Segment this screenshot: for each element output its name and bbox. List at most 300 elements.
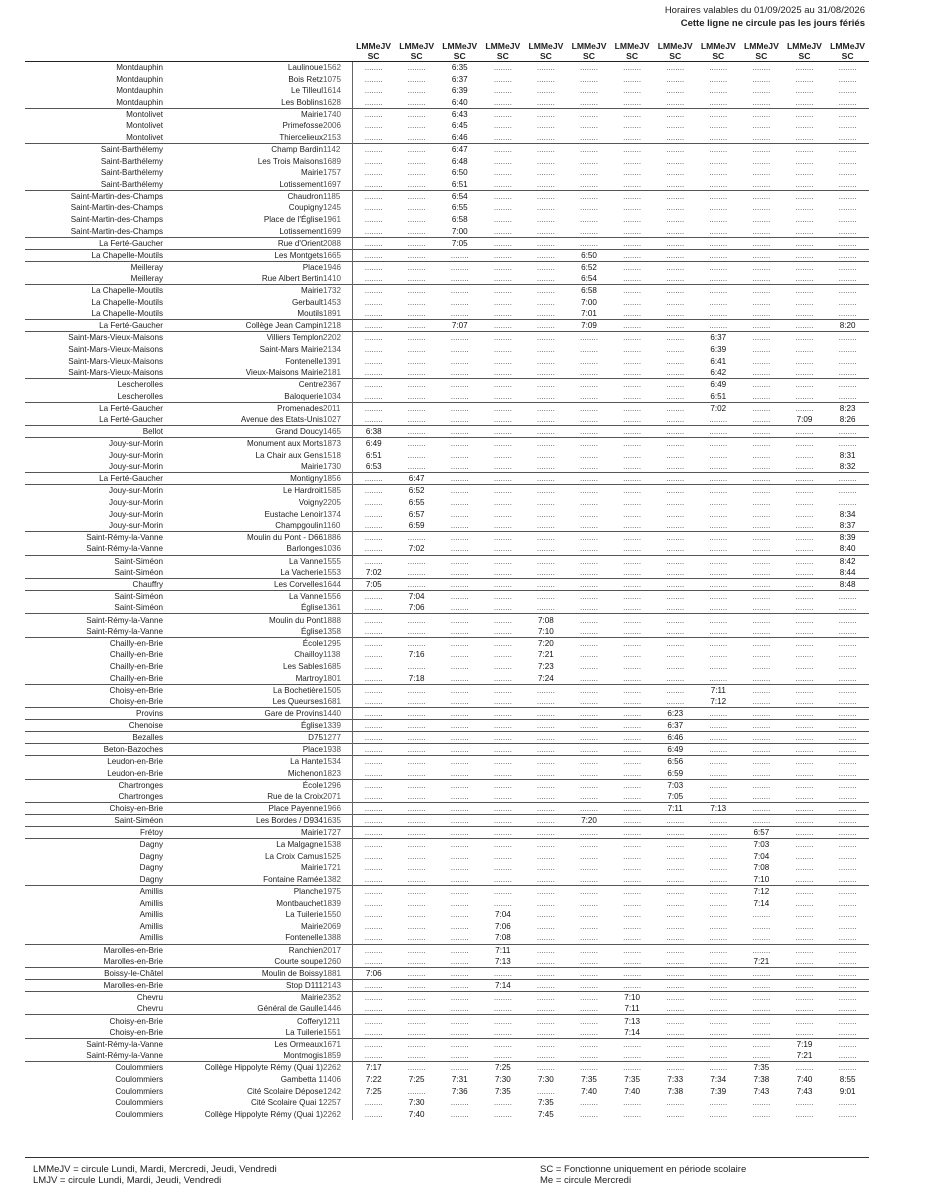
departure-time: 7:11 [697, 684, 740, 696]
no-service-cell: ........ [795, 274, 814, 284]
no-service-cell: ........ [580, 662, 599, 672]
no-service-cell: ........ [580, 391, 599, 401]
no-service-cell: ........ [709, 544, 728, 554]
no-service-cell: ........ [740, 720, 783, 732]
stop-name: Les Ormeaux [163, 1038, 323, 1050]
stop-code: 1382 [323, 874, 352, 886]
no-service-cell: ........ [493, 97, 512, 107]
commune-name: La Ferté-Gaucher [25, 237, 163, 249]
no-service-cell: ........ [654, 438, 697, 450]
no-service-cell: ........ [838, 215, 857, 225]
no-service-cell: ........ [709, 910, 728, 920]
no-service-cell: ........ [611, 485, 654, 497]
no-service-cell: ........ [481, 320, 524, 332]
no-service-cell: ........ [795, 1004, 814, 1014]
stop-row [25, 649, 869, 661]
stop-row [25, 144, 869, 156]
no-service-cell: ........ [611, 732, 654, 744]
commune-name: Chailly-en-Brie [109, 650, 163, 660]
no-service-cell: ........ [352, 815, 395, 827]
commune-name: Bellot [25, 426, 163, 438]
no-service-cell: ........ [450, 1004, 469, 1014]
stop-code: 1727 [323, 827, 352, 839]
no-service-cell: ........ [611, 885, 654, 897]
no-service-cell: ........ [623, 933, 642, 943]
no-service-cell: ........ [580, 63, 599, 73]
no-service-cell: ........ [567, 732, 610, 744]
stop-name: Lotissement [279, 226, 323, 236]
no-service-cell: ........ [536, 86, 555, 96]
stop-row [25, 744, 869, 756]
no-service-cell: ........ [783, 438, 826, 450]
no-service-cell: ........ [438, 744, 481, 756]
departure-time: 8:48 [826, 579, 869, 591]
departure-time: 7:07 [438, 320, 481, 332]
stop-code: 2181 [323, 367, 352, 379]
stop-row [25, 355, 869, 367]
no-service-cell: ........ [697, 108, 740, 120]
stop-name: Chaudron [163, 190, 323, 202]
no-service-cell: ........ [611, 839, 654, 851]
no-service-cell: ........ [580, 898, 599, 908]
no-service-cell: ........ [697, 320, 740, 332]
no-service-cell: ........ [623, 898, 642, 908]
no-service-cell: ........ [524, 944, 567, 956]
stop-code: 1525 [323, 850, 352, 862]
no-service-cell: ........ [838, 86, 857, 96]
no-service-cell: ........ [580, 509, 599, 519]
departure-time: 6:54 [581, 274, 597, 284]
stop-name: Moutils [297, 309, 323, 319]
no-service-cell: ........ [580, 121, 599, 131]
no-service-cell: ........ [364, 121, 383, 131]
departure-time: 6:51 [365, 450, 382, 460]
no-service-cell: ........ [709, 851, 728, 861]
no-service-cell: ........ [838, 344, 857, 354]
no-service-cell: ........ [709, 415, 728, 425]
no-service-cell: ........ [654, 815, 697, 827]
no-service-cell: ........ [524, 815, 567, 827]
no-service-cell: ........ [666, 956, 685, 966]
no-service-cell: ........ [407, 97, 426, 107]
no-service-cell: ........ [438, 379, 481, 391]
no-service-cell: ........ [536, 1027, 555, 1037]
no-service-cell: ........ [654, 827, 697, 839]
no-service-cell: ........ [536, 603, 555, 613]
no-service-cell: ........ [352, 485, 395, 497]
no-service-cell: ........ [709, 97, 728, 107]
no-service-cell: ........ [395, 744, 438, 756]
stop-row [25, 237, 869, 249]
stop-row [25, 543, 869, 555]
stop-row [25, 791, 869, 803]
no-service-cell: ........ [709, 1098, 728, 1108]
stop-name: Le Hardroit [163, 485, 323, 497]
no-service-cell: ........ [493, 344, 512, 354]
no-service-cell: ........ [666, 203, 685, 213]
departure-time: 6:54 [438, 190, 481, 202]
no-service-cell: ........ [580, 356, 599, 366]
stop-name: Coupigny [288, 203, 323, 213]
commune-name: Jouy-sur-Morin [109, 497, 163, 507]
no-service-cell: ........ [580, 1051, 599, 1061]
no-service-cell: ........ [795, 673, 814, 683]
stop-name: La Croix Camus [264, 851, 323, 861]
no-service-cell: ........ [623, 567, 642, 577]
no-service-cell: ........ [697, 756, 740, 768]
no-service-cell: ........ [395, 1062, 438, 1074]
no-service-cell: ........ [709, 874, 728, 884]
no-service-cell: ........ [395, 555, 438, 567]
footer-divider [25, 1157, 869, 1158]
no-service-cell: ........ [697, 944, 740, 956]
departure-time: 7:17 [352, 1062, 395, 1074]
stop-row [25, 449, 869, 461]
no-service-cell: ........ [697, 579, 740, 591]
no-service-cell: ........ [493, 791, 512, 801]
commune-name: Saint-Barthélemy [25, 144, 163, 156]
no-service-cell: ........ [536, 450, 555, 460]
no-service-cell: ........ [438, 732, 481, 744]
no-service-cell: ........ [838, 956, 857, 966]
no-service-cell: ........ [395, 108, 438, 120]
column-period-label: SC [740, 51, 783, 62]
stop-row [25, 473, 869, 485]
departure-time: 6:55 [451, 203, 468, 213]
no-service-cell: ........ [364, 1004, 383, 1014]
commune-name: Chauffry [25, 579, 163, 591]
no-service-cell: ........ [838, 168, 857, 178]
no-service-cell: ........ [611, 944, 654, 956]
no-service-cell: ........ [438, 579, 481, 591]
no-service-cell: ........ [407, 121, 426, 131]
no-service-cell: ........ [666, 497, 685, 507]
departure-time: 7:13 [494, 956, 511, 966]
no-service-cell: ........ [709, 63, 728, 73]
no-service-cell: ........ [654, 261, 697, 273]
stop-code: 1938 [323, 744, 352, 756]
timetable-body [25, 62, 869, 1121]
stop-row [25, 261, 869, 273]
no-service-cell: ........ [783, 144, 826, 156]
no-service-cell: ........ [666, 226, 685, 236]
commune-name: La Chapelle-Moutils [91, 309, 163, 319]
no-service-cell: ........ [795, 603, 814, 613]
departure-time: 6:50 [451, 168, 468, 178]
no-service-cell: ........ [740, 614, 783, 626]
no-service-cell: ........ [826, 426, 869, 438]
no-service-cell: ........ [783, 285, 826, 297]
departure-time: 6:43 [438, 108, 481, 120]
no-service-cell: ........ [450, 344, 469, 354]
stop-row [25, 1074, 869, 1086]
no-service-cell: ........ [450, 509, 469, 519]
no-service-cell: ........ [407, 697, 426, 707]
no-service-cell: ........ [364, 910, 383, 920]
no-service-cell: ........ [493, 874, 512, 884]
no-service-cell: ........ [567, 756, 610, 768]
no-service-cell: ........ [838, 226, 857, 236]
no-service-cell: ........ [740, 249, 783, 261]
no-service-cell: ........ [450, 898, 469, 908]
no-service-cell: ........ [838, 863, 857, 873]
commune-name: Lescherolles [25, 379, 163, 391]
no-service-cell: ........ [752, 156, 771, 166]
stop-name: La Vanne [163, 591, 323, 603]
commune-name: Saint-Siméon [25, 591, 163, 603]
no-service-cell: ........ [493, 1004, 512, 1014]
validity-text: Horaires valables du 01/09/2025 au 31/08/2026 [664, 5, 865, 16]
departure-time: 7:04 [494, 910, 511, 920]
no-service-cell: ........ [611, 555, 654, 567]
no-service-cell: ........ [752, 450, 771, 460]
stop-code: 1665 [323, 249, 352, 261]
no-service-cell: ........ [752, 662, 771, 672]
no-service-cell: ........ [407, 863, 426, 873]
no-service-cell: ........ [709, 121, 728, 131]
stop-name: Les Boblins [281, 97, 323, 107]
no-service-cell: ........ [567, 332, 610, 344]
commune-name: Jouy-sur-Morin [109, 462, 163, 472]
no-service-cell: ........ [407, 309, 426, 319]
no-service-cell: ........ [580, 544, 599, 554]
no-service-cell: ........ [481, 426, 524, 438]
no-service-cell: ........ [654, 1062, 697, 1074]
no-service-cell: ........ [395, 839, 438, 851]
stop-code: 2071 [323, 791, 352, 803]
departure-time: 6:49 [697, 379, 740, 391]
no-service-cell: ........ [838, 851, 857, 861]
stop-code: 1555 [323, 555, 352, 567]
no-service-cell: ........ [623, 368, 642, 378]
no-service-cell: ........ [407, 851, 426, 861]
stop-code: 1873 [323, 438, 352, 450]
no-service-cell: ........ [438, 756, 481, 768]
commune-name: Saint-Siméon [25, 555, 163, 567]
no-service-cell: ........ [783, 803, 826, 815]
no-service-cell: ........ [364, 1051, 383, 1061]
no-service-cell: ........ [481, 379, 524, 391]
stop-row [25, 167, 869, 179]
stop-row [25, 874, 869, 886]
no-service-cell: ........ [481, 579, 524, 591]
stop-name: Montmogis [283, 1051, 323, 1061]
legend-me: Me = circule Mercredi [540, 1175, 632, 1186]
no-service-cell: ........ [493, 215, 512, 225]
stop-code: 1635 [323, 815, 352, 827]
no-service-cell: ........ [795, 497, 814, 507]
no-service-cell: ........ [395, 637, 438, 649]
no-service-cell: ........ [623, 650, 642, 660]
no-service-cell: ........ [481, 1038, 524, 1050]
departure-time: 7:06 [408, 603, 425, 613]
stop-name: École [163, 779, 323, 791]
no-service-cell: ........ [352, 803, 395, 815]
no-service-cell: ........ [826, 249, 869, 261]
stop-code: 1699 [323, 226, 352, 238]
commune-name: Leudon-en-Brie [25, 756, 163, 768]
no-service-cell: ........ [826, 684, 869, 696]
no-service-cell: ........ [493, 415, 512, 425]
no-service-cell: ........ [740, 237, 783, 249]
commune-name: La Ferté-Gaucher [25, 473, 163, 485]
departure-time: 6:49 [654, 744, 697, 756]
no-service-cell: ........ [654, 426, 697, 438]
stop-name: La Tuilerie [285, 1027, 323, 1037]
no-service-cell: ........ [481, 744, 524, 756]
stop-code: 1505 [323, 684, 352, 696]
stop-row [25, 803, 869, 815]
stop-code: 1211 [323, 1015, 352, 1027]
stop-code: 1740 [323, 108, 352, 120]
stop-row [25, 815, 869, 827]
no-service-cell: ........ [709, 673, 728, 683]
stop-name: Place Payenne [163, 803, 323, 815]
no-service-cell: ........ [493, 567, 512, 577]
stop-code: 1556 [323, 591, 352, 603]
column-period-label: SC [352, 51, 395, 62]
commune-name: Beton-Bazoches [25, 744, 163, 756]
stop-name: Les Sables [282, 662, 323, 672]
commune-name: Saint-Mars-Vieux-Maisons [25, 332, 163, 344]
departure-time: 7:40 [581, 1086, 597, 1096]
header-blank [25, 41, 163, 51]
no-service-cell: ........ [838, 156, 857, 166]
no-service-cell: ........ [623, 1051, 642, 1061]
no-service-cell: ........ [623, 509, 642, 519]
no-service-cell: ........ [740, 379, 783, 391]
no-service-cell: ........ [623, 168, 642, 178]
no-service-cell: ........ [395, 944, 438, 956]
no-service-cell: ........ [493, 274, 512, 284]
no-service-cell: ........ [611, 827, 654, 839]
stop-code: 1406 [323, 1074, 352, 1086]
no-service-cell: ........ [783, 485, 826, 497]
no-service-cell: ........ [838, 63, 857, 73]
stop-code: 1685 [323, 661, 352, 673]
header-blank [163, 51, 323, 62]
no-service-cell: ........ [524, 591, 567, 603]
no-service-cell: ........ [740, 1015, 783, 1027]
no-service-cell: ........ [524, 285, 567, 297]
no-service-cell: ........ [536, 768, 555, 778]
no-service-cell: ........ [623, 356, 642, 366]
no-service-cell: ........ [450, 297, 469, 307]
no-service-cell: ........ [709, 509, 728, 519]
stop-code: 1553 [323, 567, 352, 579]
no-service-cell: ........ [783, 779, 826, 791]
no-service-cell: ........ [352, 944, 395, 956]
no-service-cell: ........ [709, 921, 728, 931]
legend-sc: SC = Fonctionne uniquement en période scolaire [540, 1164, 747, 1175]
no-service-cell: ........ [481, 720, 524, 732]
no-service-cell: ........ [481, 637, 524, 649]
departure-time: 6:46 [654, 732, 697, 744]
stop-code: 1410 [323, 273, 352, 285]
no-service-cell: ........ [481, 261, 524, 273]
no-service-cell: ........ [567, 968, 610, 980]
no-service-cell: ........ [567, 1062, 610, 1074]
no-service-cell: ........ [407, 215, 426, 225]
no-service-cell: ........ [783, 473, 826, 485]
departure-time: 8:40 [839, 544, 856, 554]
no-service-cell: ........ [580, 497, 599, 507]
stop-name: La Vacherie [280, 567, 323, 577]
no-service-cell: ........ [838, 1110, 857, 1120]
departure-time: 9:01 [839, 1086, 856, 1096]
departure-time: 7:19 [783, 1038, 826, 1050]
no-service-cell: ........ [783, 992, 826, 1004]
departure-time: 7:12 [710, 697, 727, 707]
no-service-cell: ........ [580, 650, 599, 660]
no-service-cell: ........ [438, 591, 481, 603]
no-service-cell: ........ [438, 684, 481, 696]
departure-time: 8:32 [839, 462, 856, 472]
no-service-cell: ........ [697, 815, 740, 827]
no-service-cell: ........ [481, 555, 524, 567]
departure-time: 7:21 [796, 1051, 813, 1061]
no-service-cell: ........ [795, 768, 814, 778]
no-service-cell: ........ [783, 555, 826, 567]
no-service-cell: ........ [352, 708, 395, 720]
no-service-cell: ........ [611, 744, 654, 756]
stop-code: 2205 [323, 497, 352, 509]
no-service-cell: ........ [364, 156, 383, 166]
no-service-cell: ........ [481, 532, 524, 544]
no-service-cell: ........ [623, 851, 642, 861]
no-service-cell: ........ [611, 379, 654, 391]
no-service-cell: ........ [697, 827, 740, 839]
stop-row [25, 897, 869, 909]
stop-name: Primefosse [282, 121, 323, 131]
no-service-cell: ........ [450, 521, 469, 531]
stop-row [25, 555, 869, 567]
departure-time: 8:26 [839, 415, 856, 425]
no-service-cell: ........ [395, 144, 438, 156]
no-service-cell: ........ [493, 768, 512, 778]
no-service-cell: ........ [524, 827, 567, 839]
no-service-cell: ........ [666, 63, 685, 73]
stop-name: Mairie [163, 827, 323, 839]
no-service-cell: ........ [580, 203, 599, 213]
no-service-cell: ........ [395, 980, 438, 992]
stop-name: Les Queurses [272, 697, 323, 707]
no-service-cell: ........ [740, 190, 783, 202]
stop-code: 1946 [323, 261, 352, 273]
no-service-cell: ........ [623, 921, 642, 931]
stop-name: Rue d'Orient [163, 237, 323, 249]
no-service-cell: ........ [536, 156, 555, 166]
no-service-cell: ........ [709, 662, 728, 672]
commune-name: Chartronges [118, 791, 163, 801]
departure-time: 7:09 [796, 415, 813, 425]
departure-time: 7:04 [753, 851, 770, 861]
no-service-cell: ........ [395, 426, 438, 438]
no-service-cell: ........ [709, 215, 728, 225]
stop-code: 1358 [323, 626, 352, 638]
no-service-cell: ........ [826, 108, 869, 120]
no-service-cell: ........ [580, 344, 599, 354]
departure-time: 7:13 [697, 803, 740, 815]
no-service-cell: ........ [567, 473, 610, 485]
no-service-cell: ........ [838, 497, 857, 507]
no-service-cell: ........ [481, 108, 524, 120]
stop-name: Champ Bardin [163, 144, 323, 156]
no-service-cell: ........ [364, 1027, 383, 1037]
no-service-cell: ........ [752, 933, 771, 943]
no-service-cell: ........ [654, 579, 697, 591]
no-service-cell: ........ [826, 1062, 869, 1074]
